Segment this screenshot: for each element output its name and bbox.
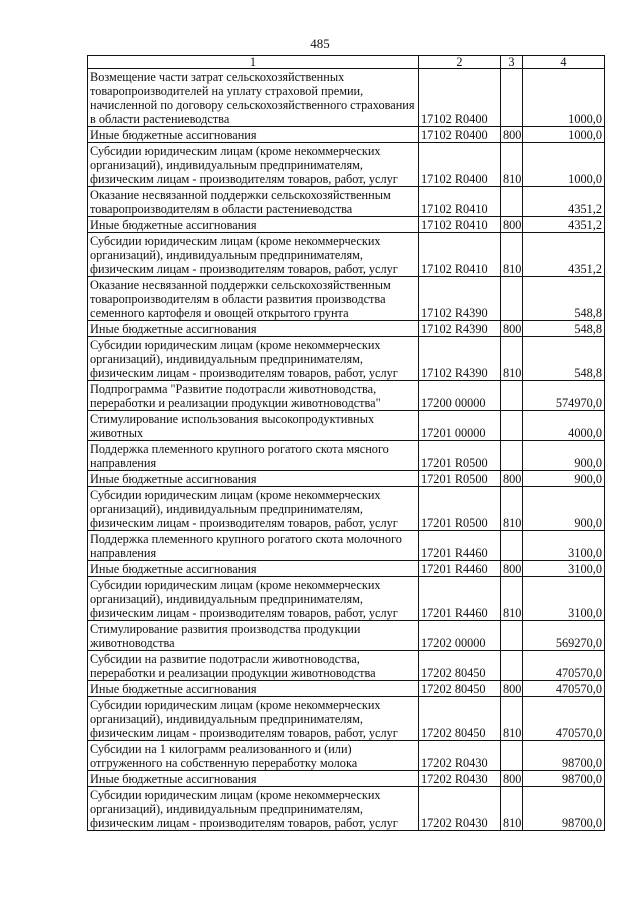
table-row: [88, 381, 605, 411]
table-row: [88, 787, 605, 831]
row-name: Возмещение части затрат сельскохозяйственных товаропроизводителей на уплату страховой премии, начисленной по договору сельскохозяйственного страхования в области растениеводства: [88, 69, 419, 127]
row-name: Иные бюджетные ассигнования: [88, 561, 419, 577]
row-name: Иные бюджетные ассигнования: [88, 217, 419, 233]
row-type: 800: [501, 471, 523, 487]
row-amount: 548,8: [523, 321, 605, 337]
row-amount: 4000,0: [523, 411, 605, 441]
row-amount: 4351,2: [523, 217, 605, 233]
row-name: Субсидии на развитие подотрасли животноводства, переработки и реализации продукции животноводства: [88, 651, 419, 681]
row-name: Стимулирование развития производства продукции животноводства: [88, 621, 419, 651]
table-row: [88, 441, 605, 471]
row-code: 17102 R4390: [419, 277, 501, 321]
row-code: 17202 00000: [419, 621, 501, 651]
row-code: 17102 R4390: [419, 321, 501, 337]
column-header: 3: [501, 56, 523, 69]
row-type: 800: [501, 217, 523, 233]
row-name: Иные бюджетные ассигнования: [88, 681, 419, 697]
row-amount: 4351,2: [523, 187, 605, 217]
row-type: [501, 277, 523, 321]
row-amount: 900,0: [523, 441, 605, 471]
row-amount: 548,8: [523, 337, 605, 381]
row-type: 810: [501, 233, 523, 277]
row-name: Субсидии юридическим лицам (кроме некоммерческих организаций), индивидуальным предпринимателям, физическим лицам - производителям товаров, работ, услуг: [88, 337, 419, 381]
row-type: 810: [501, 787, 523, 831]
row-name: Иные бюджетные ассигнования: [88, 471, 419, 487]
row-amount: 98700,0: [523, 741, 605, 771]
table-row: [88, 127, 605, 143]
row-amount: 574970,0: [523, 381, 605, 411]
row-name: Субсидии на 1 килограмм реализованного и (или) отгруженного на собственную переработку молока: [88, 741, 419, 771]
row-name: Иные бюджетные ассигнования: [88, 127, 419, 143]
row-code: 17102 R0400: [419, 127, 501, 143]
row-type: [501, 651, 523, 681]
row-type: 800: [501, 681, 523, 697]
column-header: 2: [419, 56, 501, 69]
page-number: 485: [310, 36, 330, 51]
row-code: 17202 R0430: [419, 741, 501, 771]
row-name: Поддержка племенного крупного рогатого скота молочного направления: [88, 531, 419, 561]
table-row: [88, 217, 605, 233]
row-amount: 470570,0: [523, 697, 605, 741]
row-amount: 98700,0: [523, 771, 605, 787]
table-row: [88, 321, 605, 337]
row-type: [501, 621, 523, 651]
row-name: Субсидии юридическим лицам (кроме некоммерческих организаций), индивидуальным предпринимателям, физическим лицам - производителям товаров, работ, услуг: [88, 487, 419, 531]
row-amount: 470570,0: [523, 651, 605, 681]
row-type: [501, 187, 523, 217]
table-row: [88, 187, 605, 217]
table-row: [88, 69, 605, 127]
table-row: [88, 681, 605, 697]
row-code: 17102 R0410: [419, 217, 501, 233]
table-row: [88, 621, 605, 651]
row-amount: 1000,0: [523, 69, 605, 127]
row-type: [501, 741, 523, 771]
row-amount: 98700,0: [523, 787, 605, 831]
row-code: 17202 80450: [419, 651, 501, 681]
row-type: [501, 381, 523, 411]
row-code: 17200 00000: [419, 381, 501, 411]
row-amount: 569270,0: [523, 621, 605, 651]
row-code: 17201 R4460: [419, 531, 501, 561]
row-type: 800: [501, 321, 523, 337]
row-name: Субсидии юридическим лицам (кроме некоммерческих организаций), индивидуальным предпринимателям, физическим лицам - производителям товаров, работ, услуг: [88, 577, 419, 621]
row-type: 800: [501, 561, 523, 577]
row-code: 17201 R0500: [419, 471, 501, 487]
row-name: Иные бюджетные ассигнования: [88, 771, 419, 787]
row-type: 800: [501, 771, 523, 787]
row-name: Субсидии юридическим лицам (кроме некоммерческих организаций), индивидуальным предпринимателям, физическим лицам - производителям товаров, работ, услуг: [88, 233, 419, 277]
row-name: Подпрограмма "Развитие подотрасли животноводства, переработки и реализации продукции животноводства": [88, 381, 419, 411]
row-amount: 470570,0: [523, 681, 605, 697]
row-code: 17201 R0500: [419, 441, 501, 471]
row-name: Оказание несвязанной поддержки сельскохозяйственным товаропроизводителям в области растениеводства: [88, 187, 419, 217]
row-name: Поддержка племенного крупного рогатого скота мясного направления: [88, 441, 419, 471]
budget-table: [87, 55, 605, 831]
row-type: 810: [501, 337, 523, 381]
row-amount: 900,0: [523, 487, 605, 531]
table-row: [88, 337, 605, 381]
row-code: 17202 R0430: [419, 771, 501, 787]
table-row: [88, 143, 605, 187]
row-type: 810: [501, 577, 523, 621]
table-row: [88, 277, 605, 321]
table-header-row: [88, 56, 605, 69]
row-type: 800: [501, 127, 523, 143]
column-header: 1: [88, 56, 419, 69]
row-type: [501, 531, 523, 561]
row-amount: 900,0: [523, 471, 605, 487]
row-type: [501, 441, 523, 471]
table-row: [88, 531, 605, 561]
row-type: 810: [501, 143, 523, 187]
table-row: [88, 771, 605, 787]
row-code: 17202 80450: [419, 681, 501, 697]
table-row: [88, 471, 605, 487]
table-row: [88, 561, 605, 577]
row-amount: 3100,0: [523, 531, 605, 561]
row-amount: 3100,0: [523, 577, 605, 621]
row-type: [501, 411, 523, 441]
row-code: 17201 R4460: [419, 577, 501, 621]
row-code: 17201 R0500: [419, 487, 501, 531]
row-code: 17201 R4460: [419, 561, 501, 577]
table-row: [88, 233, 605, 277]
row-type: 810: [501, 487, 523, 531]
row-name: Субсидии юридическим лицам (кроме некоммерческих организаций), индивидуальным предпринимателям, физическим лицам - производителям товаров, работ, услуг: [88, 697, 419, 741]
table-row: [88, 577, 605, 621]
row-name: Иные бюджетные ассигнования: [88, 321, 419, 337]
table-row: [88, 697, 605, 741]
row-code: 17102 R0400: [419, 69, 501, 127]
row-amount: 3100,0: [523, 561, 605, 577]
row-amount: 1000,0: [523, 143, 605, 187]
row-type: [501, 69, 523, 127]
row-amount: 1000,0: [523, 127, 605, 143]
table-row: [88, 741, 605, 771]
row-amount: 4351,2: [523, 233, 605, 277]
row-code: 17202 R0430: [419, 787, 501, 831]
table-row: [88, 487, 605, 531]
row-name: Субсидии юридическим лицам (кроме некоммерческих организаций), индивидуальным предпринимателям, физическим лицам - производителям товаров, работ, услуг: [88, 143, 419, 187]
column-header: 4: [523, 56, 605, 69]
row-code: 17102 R0400: [419, 143, 501, 187]
table-row: [88, 411, 605, 441]
row-code: 17102 R0410: [419, 187, 501, 217]
row-code: 17202 80450: [419, 697, 501, 741]
row-code: 17201 00000: [419, 411, 501, 441]
row-type: 810: [501, 697, 523, 741]
row-amount: 548,8: [523, 277, 605, 321]
row-name: Оказание несвязанной поддержки сельскохозяйственным товаропроизводителям в области развития производства семенного картофеля и овощей открытого грунта: [88, 277, 419, 321]
row-name: Стимулирование использования высокопродуктивных животных: [88, 411, 419, 441]
table-row: [88, 651, 605, 681]
row-name: Субсидии юридическим лицам (кроме некоммерческих организаций), индивидуальным предпринимателям, физическим лицам - производителям товаров, работ, услуг: [88, 787, 419, 831]
row-code: 17102 R0410: [419, 233, 501, 277]
row-code: 17102 R4390: [419, 337, 501, 381]
